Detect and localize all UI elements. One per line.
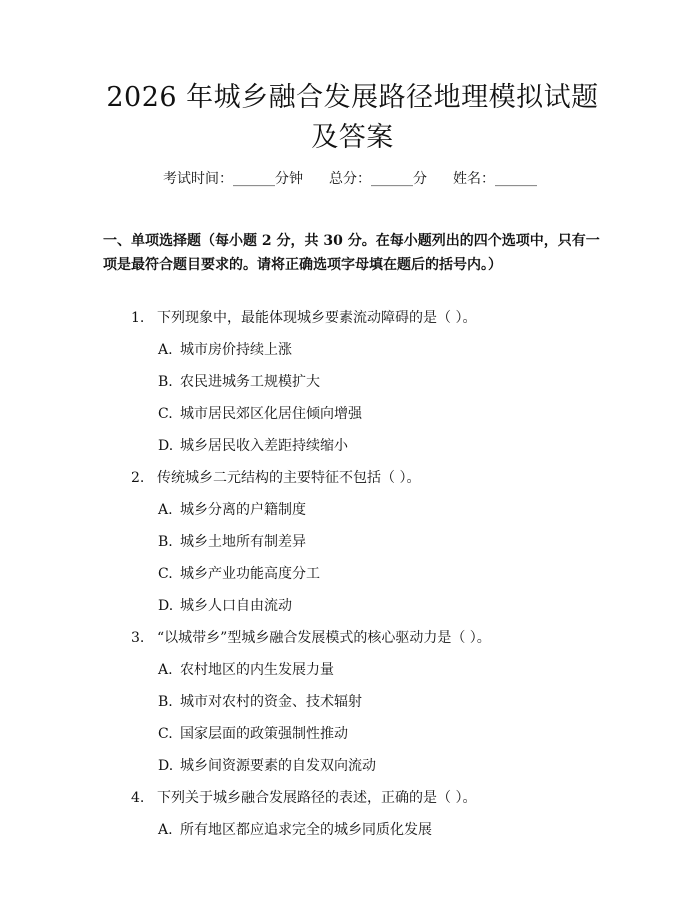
- option-4a: [158, 821, 432, 839]
- option-1c: [158, 405, 362, 423]
- option-letter: B.: [158, 374, 173, 390]
- option-letter: D.: [158, 598, 174, 614]
- option-1b: [158, 373, 320, 391]
- option-text: 城乡居民收入差距持续缩小: [180, 438, 348, 454]
- question-number: 4.: [131, 790, 145, 806]
- option-2d: [158, 597, 292, 615]
- option-text: 城乡产业功能高度分工: [180, 566, 320, 582]
- question-text: 下列现象中，最能体现城乡要素流动障碍的是（ ）。: [157, 310, 477, 326]
- question-1: [131, 309, 476, 327]
- option-letter: A.: [158, 822, 173, 838]
- option-3b: [158, 693, 362, 711]
- option-letter: A.: [158, 342, 173, 358]
- option-text: 农村地区的内生发展力量: [180, 662, 334, 678]
- option-letter: C.: [158, 566, 173, 582]
- option-text: 国家层面的政策强制性推动: [180, 726, 348, 742]
- question-2: [131, 469, 420, 487]
- option-text: 城乡分离的户籍制度: [180, 502, 306, 518]
- question-text: 下列关于城乡融合发展路径的表述，正确的是（ ）。: [157, 790, 477, 806]
- question-number: 2.: [131, 470, 145, 486]
- total-score-field: 总分：______分: [329, 171, 427, 187]
- option-3d: [158, 757, 376, 775]
- option-letter: D.: [158, 758, 174, 774]
- option-text: 农民进城务工规模扩大: [180, 374, 320, 390]
- option-letter: A.: [158, 662, 173, 678]
- option-text: 城市居民郊区化居住倾向增强: [180, 406, 362, 422]
- question-text: 传统城乡二元结构的主要特征不包括（ ）。: [157, 470, 421, 486]
- option-3a: [158, 661, 334, 679]
- option-text: 城市对农村的资金、技术辐射: [180, 694, 362, 710]
- option-letter: B.: [158, 694, 173, 710]
- question-4: [131, 789, 476, 807]
- option-3c: [158, 725, 348, 743]
- question-number: 1.: [131, 310, 145, 326]
- option-letter: A.: [158, 502, 173, 518]
- option-1a: [158, 341, 292, 359]
- page-title: 2026 年城乡融合发展路径地理模拟试题及答案: [106, 82, 599, 153]
- option-1d: [158, 437, 348, 455]
- option-text: 城市房价持续上涨: [180, 342, 292, 358]
- option-text: 城乡间资源要素的自发双向流动: [180, 758, 376, 774]
- option-2b: [158, 533, 306, 551]
- question-text: “以城带乡”型城乡融合发展模式的核心驱动力是（ ）。: [157, 630, 491, 646]
- student-name-field: 姓名：______: [453, 171, 537, 187]
- option-text: 城乡土地所有制差异: [180, 534, 306, 550]
- question-number: 3.: [131, 630, 145, 646]
- option-letter: B.: [158, 534, 173, 550]
- section-heading: 一、单项选择题（每小题 2 分，共 30 分。在每小题列出的四个选项中，只有一项是最符合题目要求的。请将正确选项字母填在题后的括号内。）: [103, 233, 600, 273]
- option-text: 城乡人口自由流动: [180, 598, 292, 614]
- option-text: 所有地区都应追求完全的城乡同质化发展: [180, 822, 432, 838]
- option-letter: C.: [158, 726, 173, 742]
- option-2c: [158, 565, 320, 583]
- exam-time-field: 考试时间：______分钟: [163, 171, 303, 187]
- question-3: [131, 629, 491, 647]
- option-letter: C.: [158, 406, 173, 422]
- option-2a: [158, 501, 306, 519]
- exam-meta: [0, 170, 700, 188]
- option-letter: D.: [158, 438, 174, 454]
